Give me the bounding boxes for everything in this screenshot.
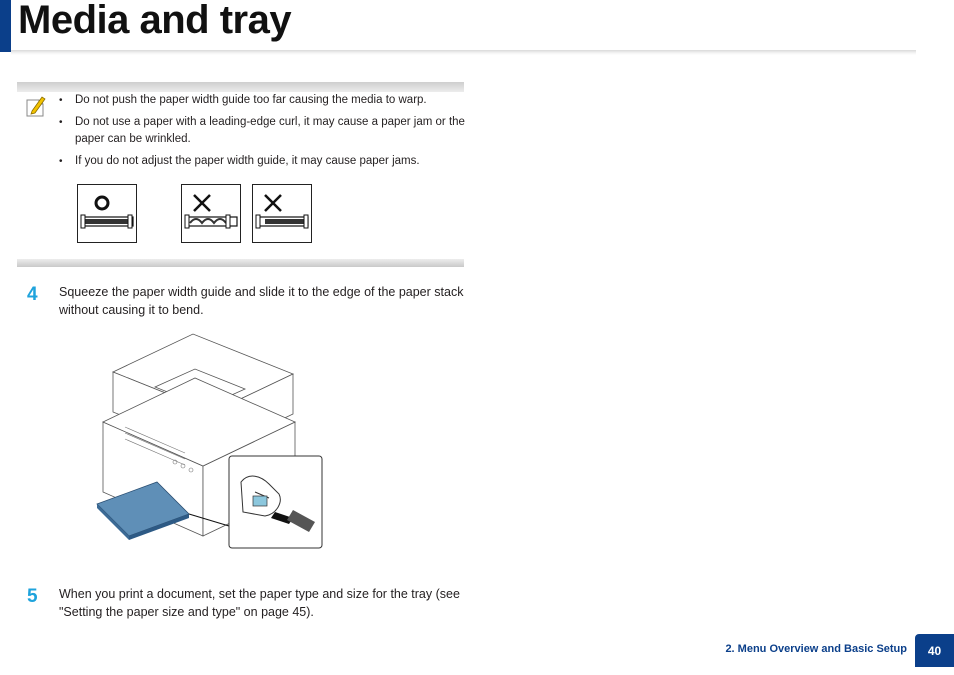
step-text: When you print a document, set the paper type and size for the tray (see "Setting the paper size and type" on page 45). — [59, 587, 460, 619]
page-number-badge: 40 — [915, 634, 954, 667]
note-bullet: • If you do not adjust the paper width guide, it may cause paper jams. — [57, 153, 467, 170]
note-box — [17, 82, 464, 267]
note-top-border — [17, 82, 464, 92]
step-number: 4 — [27, 284, 38, 305]
note-bottom-border — [17, 259, 464, 267]
note-bullet-list — [57, 92, 467, 175]
title-divider — [11, 50, 916, 55]
note-bullet: • Do not push the paper width guide too far causing the media to warp. — [57, 92, 467, 109]
note-bullet: • Do not use a paper with a leading-edge curl, it may cause a paper jam or the paper can be wrinkled. — [57, 114, 467, 148]
pencil-note-icon — [25, 94, 47, 118]
footer-section-link[interactable]: 2. Menu Overview and Basic Setup — [725, 643, 907, 655]
step-number: 5 — [27, 586, 38, 607]
incorrect-guide-image-warped — [181, 184, 241, 243]
step-text: Squeeze the paper width guide and slide it to the edge of the paper stack without causing it to bend. — [59, 285, 464, 317]
page-title: Media and tray — [18, 0, 292, 42]
correct-guide-image — [77, 184, 137, 243]
title-accent-bar — [0, 0, 11, 52]
printer-tray-illustration — [95, 332, 325, 552]
incorrect-guide-image-loose — [252, 184, 312, 243]
